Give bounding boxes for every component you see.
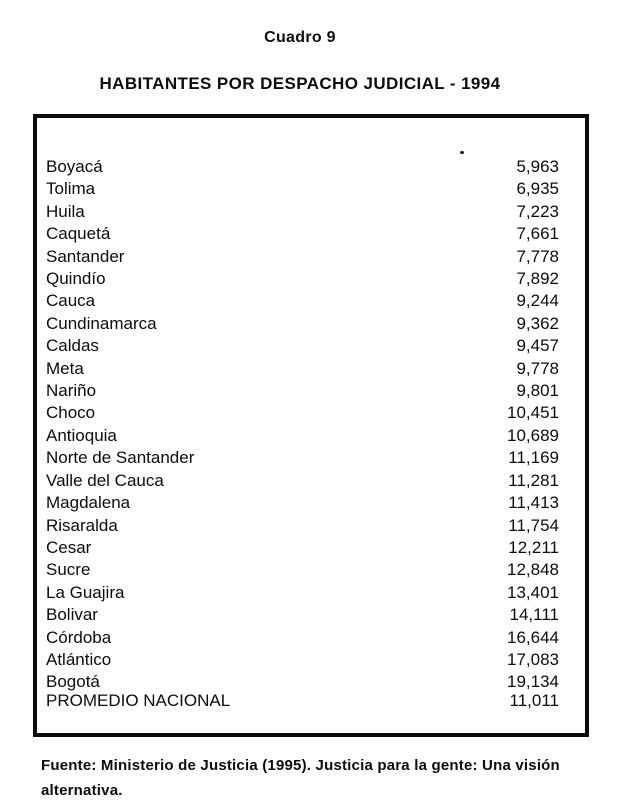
row-value: 9,457 xyxy=(516,336,559,356)
row-value: 16,644 xyxy=(507,627,559,647)
table-row xyxy=(37,178,585,200)
row-label: Valle del Cauca xyxy=(46,470,164,490)
row-label: Meta xyxy=(46,358,84,378)
scan-artifact-dot xyxy=(460,151,464,154)
row-label: Boyacá xyxy=(46,157,103,176)
row-value: 9,778 xyxy=(516,358,559,378)
row-value: 7,778 xyxy=(516,246,559,266)
row-label: Caldas xyxy=(46,336,99,356)
row-label: Santander xyxy=(46,246,125,266)
table-row xyxy=(37,537,585,559)
row-value: 6,935 xyxy=(516,179,559,199)
source-note: Fuente: Ministerio de Justicia (1995). Justicia para la gente: Una visión alternativa. xyxy=(41,757,560,799)
row-label: Antioquia xyxy=(46,425,117,445)
row-label: Choco xyxy=(46,403,96,423)
table-row xyxy=(37,559,585,581)
row-label: Cesar xyxy=(46,537,92,557)
row-label: Tolima xyxy=(46,179,96,199)
row-value: 13,401 xyxy=(507,582,559,602)
row-label: Cauca xyxy=(46,291,96,311)
row-value: 5,963 xyxy=(516,157,559,176)
row-label: Nariño xyxy=(46,381,97,401)
table-row xyxy=(37,604,585,626)
row-value: 9,244 xyxy=(516,291,559,311)
page-title: HABITANTES POR DESPACHO JUDICIAL - 1994 xyxy=(99,74,501,93)
table-row xyxy=(37,156,585,178)
table-row xyxy=(37,335,585,357)
table-row xyxy=(37,627,585,649)
row-label: Risaralda xyxy=(46,515,118,535)
table-row xyxy=(37,402,585,424)
table-caption: Cuadro 9 xyxy=(264,29,336,46)
table-row xyxy=(37,425,585,447)
row-value: 7,661 xyxy=(516,224,559,244)
summary-row xyxy=(37,690,585,712)
table-row xyxy=(37,447,585,469)
row-value: 14,111 xyxy=(509,605,559,625)
row-value: 17,083 xyxy=(507,649,559,669)
table-row xyxy=(37,246,585,268)
row-label: Bolivar xyxy=(46,605,98,625)
data-table xyxy=(33,114,589,737)
row-value: 7,892 xyxy=(516,269,559,289)
table-row xyxy=(37,649,585,671)
row-label: La Guajira xyxy=(46,582,125,602)
table-rows xyxy=(37,156,585,694)
row-label: Bogotá xyxy=(46,672,100,692)
row-label: Atlántico xyxy=(46,649,112,669)
row-value: 12,848 xyxy=(507,560,559,580)
table-row xyxy=(37,313,585,335)
row-value: 10,689 xyxy=(507,425,559,445)
row-label: Córdoba xyxy=(46,627,112,647)
table-row xyxy=(37,470,585,492)
summary-value: 11,011 xyxy=(509,691,559,710)
table-row xyxy=(37,268,585,290)
table-row xyxy=(37,582,585,604)
row-value: 19,134 xyxy=(507,672,559,692)
summary-label: PROMEDIO NACIONAL xyxy=(46,691,231,710)
row-value: 11,281 xyxy=(508,470,559,490)
row-label: Sucre xyxy=(46,560,91,580)
row-value: 10,451 xyxy=(507,403,559,423)
row-label: Cundinamarca xyxy=(46,313,157,333)
row-value: 11,169 xyxy=(508,448,559,468)
table-row xyxy=(37,515,585,537)
table-row xyxy=(37,223,585,245)
row-label: Caquetá xyxy=(46,224,111,244)
row-value: 9,362 xyxy=(516,313,559,333)
row-value: 11,754 xyxy=(508,515,559,535)
row-label: Huila xyxy=(46,201,85,221)
table-row xyxy=(37,358,585,380)
table-row xyxy=(37,492,585,514)
table-row xyxy=(37,201,585,223)
row-value: 12,211 xyxy=(508,537,559,557)
row-value: 9,801 xyxy=(516,381,559,401)
table-row xyxy=(37,290,585,312)
row-label: Magdalena xyxy=(46,493,131,513)
row-label: Quindío xyxy=(46,269,106,289)
table-row xyxy=(37,380,585,402)
row-label: Norte de Santander xyxy=(46,448,195,468)
row-value: 7,223 xyxy=(516,201,559,221)
row-value: 11,413 xyxy=(508,493,559,513)
